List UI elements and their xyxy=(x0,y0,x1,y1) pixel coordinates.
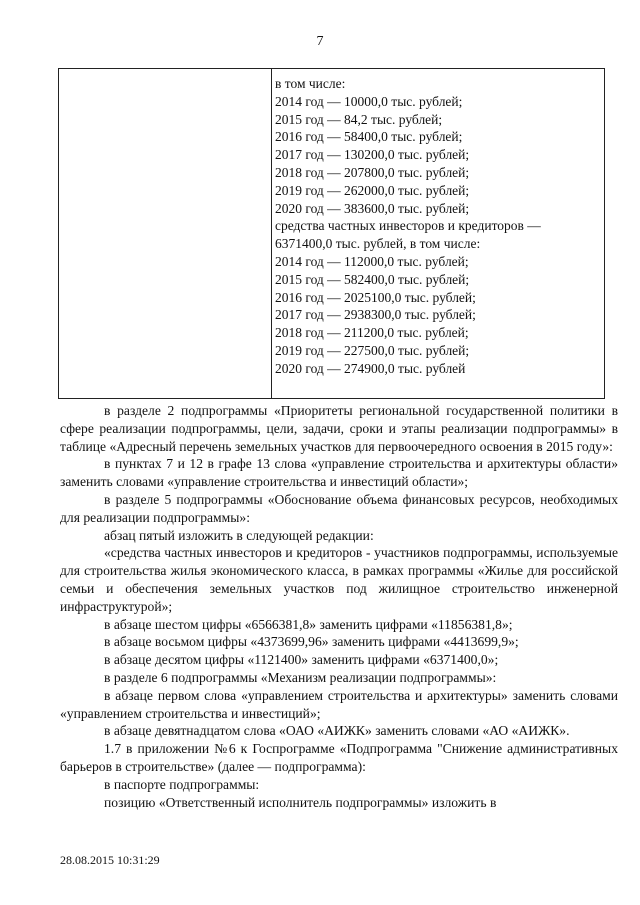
funding-line: 2014 год — 112000,0 тыс. рублей; xyxy=(275,253,469,269)
funding-line: 2015 год — 84,2 тыс. рублей; xyxy=(275,111,443,127)
funding-line: 6371400,0 тыс. рублей, в том числе: xyxy=(275,236,481,252)
funding-cell xyxy=(275,75,601,378)
paragraph: в абзаце десятом цифры «1121400» заменить цифрами «6371400,0»; xyxy=(104,652,499,668)
funding-line: 2018 год — 211200,0 тыс. рублей; xyxy=(275,325,469,341)
funding-line: 2019 год — 227500,0 тыс. рублей; xyxy=(275,342,470,358)
funding-line: 2016 год — 58400,0 тыс. рублей; xyxy=(275,129,463,145)
funding-line: в том числе: xyxy=(275,76,346,91)
funding-line: 2017 год — 2938300,0 тыс. рублей; xyxy=(275,307,476,323)
paragraph: «средства частных инвесторов и кредиторов - участников подпрограммы, используемые для строительства жилья экономического класса, в рамках программы «Жилье для российской семьи и обеспечения земельных участков под жилищное строительство инженерной инфраструктурой»; xyxy=(60,545,618,614)
paragraph: в разделе 6 подпрограммы «Механизм реализации подпрограммы»: xyxy=(104,669,497,685)
funding-table xyxy=(58,68,605,399)
print-timestamp: 28.08.2015 10:31:29 xyxy=(60,853,160,867)
paragraph: в паспорте подпрограммы: xyxy=(104,776,260,792)
paragraph: в пунктах 7 и 12 в графе 13 слова «управление строительства и архитектуры области» заменить словами «управление строительства и инвестиций области»; xyxy=(60,456,618,490)
document-body xyxy=(60,402,618,811)
funding-line: 2017 год — 130200,0 тыс. рублей; xyxy=(275,147,470,163)
funding-line: 2015 год — 582400,0 тыс. рублей; xyxy=(275,271,470,287)
funding-line: 2019 год — 262000,0 тыс. рублей; xyxy=(275,182,470,198)
paragraph: позицию «Ответственный исполнитель подпрограммы» изложить в xyxy=(104,794,497,810)
table-column-divider xyxy=(271,69,272,398)
funding-line: 2018 год — 207800,0 тыс. рублей; xyxy=(275,164,470,180)
paragraph: в разделе 5 подпрограммы «Обоснование объема финансовых ресурсов, необходимых для реализации подпрограммы»: xyxy=(60,491,618,525)
paragraph: в абзаце восьмом цифры «4373699,96» заменить цифрами «4413699,9»; xyxy=(104,634,519,650)
page-number: 7 xyxy=(316,34,324,49)
paragraph: 1.7 в приложении №6 к Госпрограмме «Подпрограмма "Снижение административных барьеров в строительстве» (далее — подпрограмма): xyxy=(60,741,618,774)
paragraph: в абзаце шестом цифры «6566381,8» заменить цифрами «11856381,8»; xyxy=(104,616,513,632)
funding-line: средства частных инвесторов и кредиторов — xyxy=(275,218,541,234)
paragraph: абзац пятый изложить в следующей редакции: xyxy=(104,527,374,543)
funding-line: 2020 год — 383600,0 тыс. рублей; xyxy=(275,200,470,216)
funding-line: 2016 год — 2025100,0 тыс. рублей; xyxy=(275,289,476,305)
funding-line: 2014 год — 10000,0 тыс. рублей; xyxy=(275,93,463,109)
paragraph: в абзаце первом слова «управлением строительства и архитектуры» заменить словами «управлением строительства и инвестиций»; xyxy=(60,687,618,721)
paragraph: в абзаце девятнадцатом слова «ОАО «АИЖК» заменить словами «АО «АИЖК». xyxy=(104,723,570,739)
funding-line: 2020 год — 274900,0 тыс. рублей xyxy=(275,360,466,376)
paragraph: в разделе 2 подпрограммы «Приоритеты региональной государственной политики в сфере реализации подпрограммы, цели, задачи, сроки и этапы реализации подпрограммы» в таблице «Адресный перечень земельных участков для первоочередного освоения в 2015 году»: xyxy=(60,403,618,454)
